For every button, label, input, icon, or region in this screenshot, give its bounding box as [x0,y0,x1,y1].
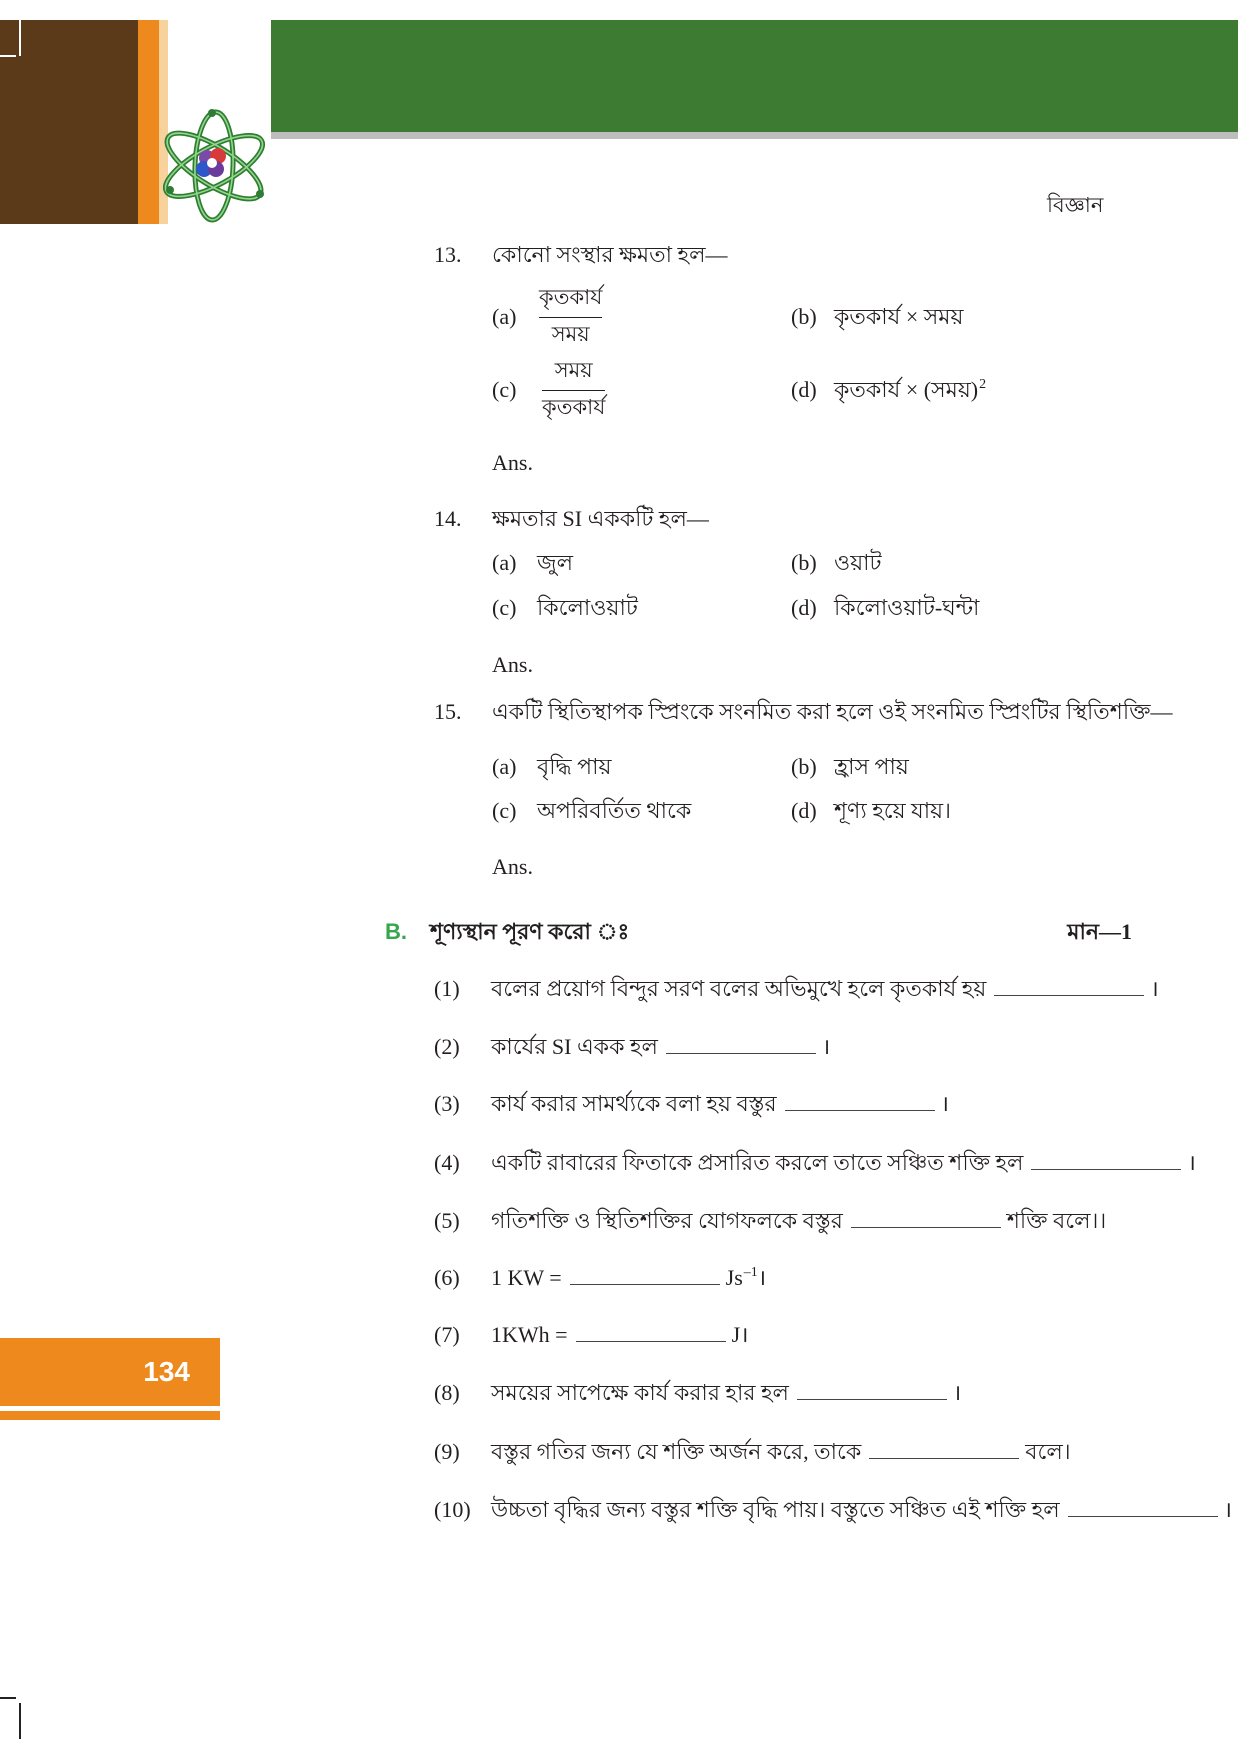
item-end: বলে। [1025,1439,1071,1464]
item-end: । [952,1380,962,1405]
crop-mark-bottom-vertical [19,1703,21,1739]
item-number: (9) [434,1439,460,1464]
atom-icon [156,106,272,224]
answer-blank [576,1322,726,1342]
fraction-denominator: কৃতকার্য [542,395,606,419]
fill-item-6 [434,1263,1204,1293]
item-end: শক্তি বলে।। [1006,1208,1107,1233]
section-b-heading [0,917,1240,947]
question-15-options-row-1 [0,752,1240,782]
answer-blank [994,976,1144,996]
question-number: 14. [434,506,462,531]
item-number: (5) [434,1208,460,1233]
answer-label: Ans. [492,652,533,677]
answer-blank [851,1208,1001,1228]
header-banner [271,20,1238,132]
option-label: (c) [492,377,517,402]
crop-mark-top-horizontal [0,55,16,57]
page-number-underline [0,1411,220,1420]
item-unit: Js [725,1265,743,1290]
option-label: (a) [492,550,517,575]
item-number: (1) [434,976,460,1001]
option-label: (b) [791,304,817,329]
item-number: (2) [434,1034,460,1059]
option-text [834,375,986,409]
header-banner-shadow [271,132,1238,139]
fraction-bar [539,317,602,318]
item-text: বস্তুর গতির জন্য যে শক্তি অর্জন করে, তাকে [491,1439,862,1464]
question-text: ক্ষমতার SI এককটি হল— [492,506,709,531]
item-unit-superscript: –1 [743,1265,758,1280]
crop-mark-bottom-horizontal [0,1697,16,1699]
item-number: (3) [434,1091,460,1116]
nucleus-particle [207,158,217,168]
question-13-answer-row [0,448,1240,478]
question-text: একটি স্থিতিস্থাপক স্প্রিংকে সংনমিত করা হলে ওই সংনমিত স্প্রিংটির স্থিতিশক্তি— [492,699,1173,724]
fraction-denominator: সময় [551,322,590,346]
option-label: (c) [492,798,517,823]
item-text: কার্যের SI একক হল [491,1034,658,1059]
fill-item-1 [434,974,1204,1004]
option-label: (a) [492,304,517,329]
answer-blank [570,1265,720,1285]
option-label: (b) [791,754,817,779]
electron [256,190,264,198]
question-13-options-row-1 [0,285,1240,346]
item-end: । [1223,1497,1232,1522]
item-number: (10) [434,1497,471,1522]
option-text: কিলোওয়াট-ঘন্টা [834,595,980,620]
option-text: কিলোওয়াট [537,595,638,620]
item-text: 1KWh = [491,1322,568,1347]
item-number: (7) [434,1322,460,1347]
item-text: সময়ের সাপেক্ষে কার্য করার হার হল [491,1380,789,1405]
fill-item-2 [434,1032,1204,1062]
option-fraction [540,358,607,419]
option-superscript: 2 [979,377,987,392]
question-14-row [0,504,1240,534]
item-number: (4) [434,1150,460,1175]
answer-blank [666,1034,816,1054]
option-label: (b) [791,550,817,575]
question-number: 13. [434,242,462,267]
answer-label: Ans. [492,854,533,879]
item-text: 1 KW = [491,1265,562,1290]
option-text: কৃতকার্য × সময় [834,304,964,329]
fraction-bar [542,390,605,391]
option-label: (a) [492,754,517,779]
item-number: (8) [434,1380,460,1405]
item-text: গতিশক্তি ও স্থিতিশক্তির যোগফলকে বস্তুর [491,1208,843,1233]
item-end: J। [731,1322,749,1347]
option-text: বৃদ্ধি পায় [537,754,612,779]
option-label: (d) [791,798,817,823]
answer-blank [869,1439,1019,1459]
option-text: হ্রাস পায় [834,754,909,779]
option-label: (d) [791,377,817,402]
question-14-options-row-2 [0,593,1240,623]
question-14-answer-row [0,650,1240,680]
answer-blank [1068,1497,1218,1517]
item-end: । [940,1091,949,1116]
section-letter: B. [385,919,407,944]
fill-item-3 [434,1089,1204,1119]
question-14-options-row-1 [0,548,1240,578]
page-number: 134 [143,1356,190,1387]
option-text: অপরিবর্তিত থাকে [537,798,692,823]
option-text-main: কৃতকার্য × (সময়) [834,377,979,402]
section-title: শূণ্যস্থান পূরণ করো ঃ [430,919,630,944]
question-number: 15. [434,699,462,724]
question-15-answer-row [0,852,1240,882]
item-text: বলের প্রয়োগ বিন্দুর সরণ বলের অভিমুখে হলে কৃতকার্য হয় [491,976,987,1001]
answer-blank [797,1380,947,1400]
fraction-numerator: কৃতকার্য [539,285,603,309]
answer-blank [1031,1150,1181,1170]
fill-item-9 [434,1437,1204,1467]
crop-mark-top-vertical [19,20,21,56]
fill-item-5 [434,1206,1204,1236]
item-end: । [1150,976,1159,1001]
item-end: । [757,1265,767,1290]
electron [208,109,216,117]
item-number: (6) [434,1265,460,1290]
item-end: । [1187,1150,1196,1175]
fill-item-8 [434,1378,1204,1408]
question-13-options-row-2 [0,358,1240,419]
answer-label: Ans. [492,450,533,475]
item-end: । [821,1034,831,1059]
option-text: জুল [537,550,574,575]
fill-item-7 [434,1320,1204,1350]
option-text: ওয়াট [834,550,882,575]
question-15-options-row-2 [0,796,1240,826]
option-label: (c) [492,595,517,620]
section-marks: মান—1 [1067,919,1132,944]
question-text: কোনো সংস্থার ক্ষমতা হল— [492,242,728,267]
answer-blank [785,1091,935,1111]
question-13-row [0,240,1240,270]
fill-item-10 [434,1495,1232,1525]
fill-item-4 [434,1148,1204,1178]
electron [166,186,174,194]
option-text: শূণ্য হয়ে যায়। [834,798,951,823]
option-fraction [537,285,604,346]
question-15-row [0,697,1240,727]
fraction-numerator: সময় [554,358,593,382]
subject-title: বিজ্ঞান [1047,193,1104,217]
item-text: উচ্চতা বৃদ্ধির জন্য বস্তুর শক্তি বৃদ্ধি পায়। বস্তুতে সঞ্চিত এই শক্তি হল [491,1497,1060,1522]
item-text: একটি রাবারের ফিতাকে প্রসারিত করলে তাতে সঞ্চিত শক্তি হল [491,1150,1024,1175]
item-text: কার্য করার সামর্থ্যকে বলা হয় বস্তুর [491,1091,777,1116]
option-label: (d) [791,595,817,620]
